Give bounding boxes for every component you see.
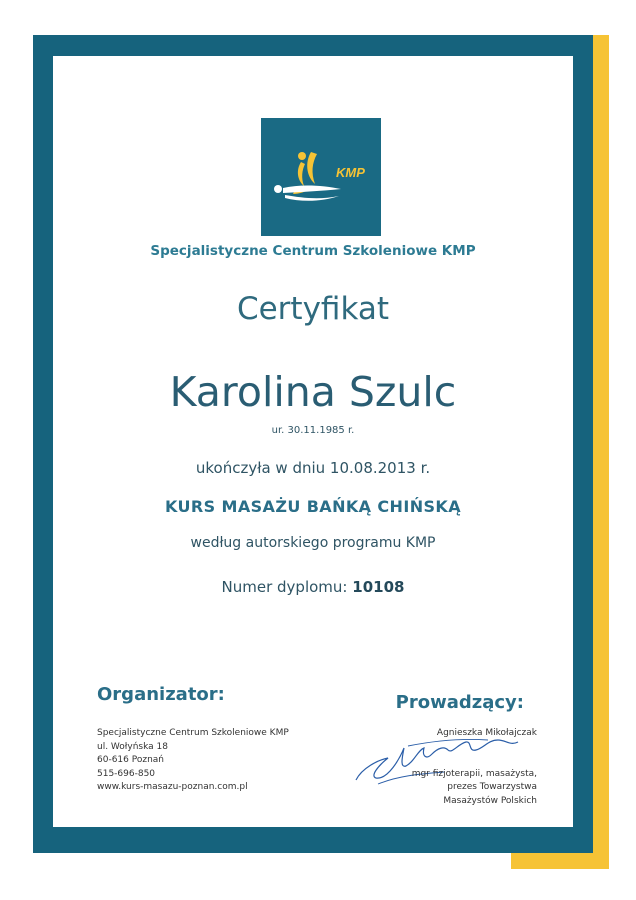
- diploma-number: 10108: [352, 578, 405, 596]
- organizer-heading: Organizator:: [97, 684, 225, 705]
- diploma-label: Numer dyplomu:: [221, 578, 348, 596]
- instructor-title-3: Masażystów Polskich: [443, 795, 537, 806]
- organizer-website: www.kurs-masazu-poznan.com.pl: [97, 782, 248, 792]
- logo-text: KMP: [336, 165, 365, 180]
- instructor-details: [375, 727, 537, 808]
- course-name: KURS MASAŻU BAŃKĄ CHIŃSKĄ: [165, 497, 461, 516]
- kmp-logo: [261, 118, 381, 236]
- diploma-number-line: [53, 578, 573, 596]
- instructor-title-1: mgr fizjoterapii, masażysta,: [411, 768, 537, 779]
- recipient-name: Karolina Szulc: [169, 368, 457, 416]
- instructor-name: Agnieszka Mikołajczak: [436, 728, 537, 738]
- instructor-title-2: prezes Towarzystwa: [447, 782, 537, 792]
- organization-name: Specjalistyczne Centrum Szkoleniowe KMP: [150, 243, 476, 259]
- program-line: według autorskiego programu KMP: [190, 535, 436, 551]
- birth-date: ur. 30.11.1985 r.: [271, 425, 355, 436]
- organizer-phone: 515-696-850: [97, 768, 156, 779]
- organizer-street: ul. Wołyńska 18: [97, 741, 168, 752]
- organizer-address: [97, 727, 289, 795]
- completion-date: ukończyła w dniu 10.08.2013 r.: [195, 459, 431, 477]
- organizer-city: 60-616 Poznań: [97, 755, 164, 765]
- instructor-heading: Prowadzący:: [395, 692, 524, 713]
- organizer-name: Specjalistyczne Centrum Szkoleniowe KMP: [97, 728, 289, 738]
- certificate-title: Certyfikat: [236, 291, 390, 327]
